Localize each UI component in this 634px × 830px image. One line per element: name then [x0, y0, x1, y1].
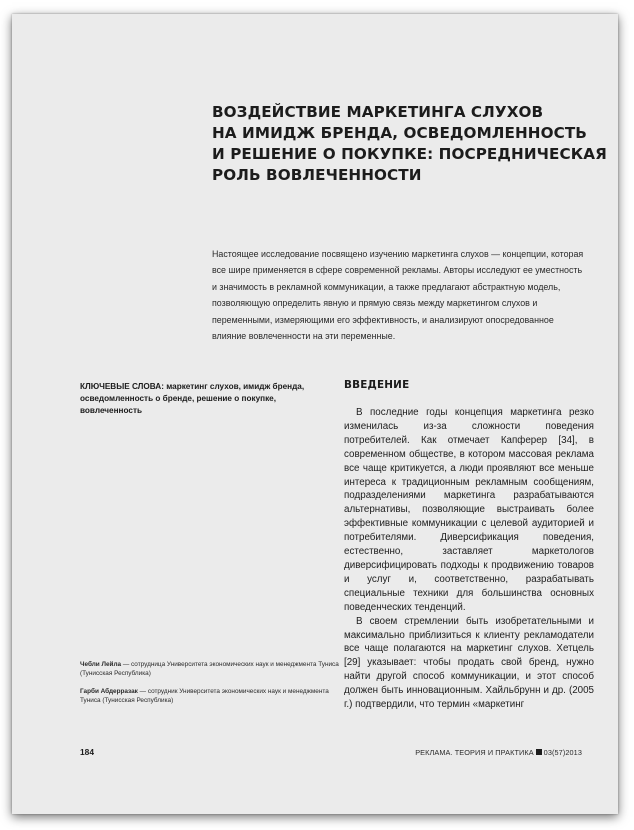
- journal-page: [12, 14, 618, 814]
- title-line: НА ИМИДЖ БРЕНДА, ОСВЕДОМЛЕННОСТЬ: [212, 124, 587, 142]
- journal-footer: [415, 748, 582, 757]
- title-line: ВОЗДЕЙСТВИЕ МАРКЕТИНГА СЛУХОВ: [212, 103, 544, 121]
- journal-name: РЕКЛАМА. ТЕОРИЯ И ПРАКТИКА: [415, 748, 534, 757]
- paragraph: В последние годы концепция маркетинга резко изменилась из-за сложности поведения потребителей. Как отмечает Капферер [34], в современном обществе, в котором массовая реклама все чаще критикуется, а люди проявляют все меньше интереса к традиционным рекламным сообщениям, подразделениями маркетинга разрабатываются альтернативы, позволяющие выстраивать более эффективные коммуникации с целевой аудиторией и потребителями. Диверсификация поведения, естественно, заставляет маркетологов диверсифицировать подходы к продвижению товаров и услуг и, соответственно, разрабатывать специальные техники для большинства основных поведенческих тенденций.: [344, 407, 594, 613]
- author-name: Гарби Абдерразак: [80, 688, 138, 695]
- title-line: И РЕШЕНИЕ О ПОКУПКЕ: ПОСРЕДНИЧЕСКАЯ: [212, 145, 607, 163]
- paragraph: В своем стремлении быть изобретательными и максимально приблизиться к клиенту рекламодатели все чаще полагаются на маркетинг слухов. Хетцель [29] указывает: чтобы продать свой бренд, нужно найти другой способ коммуникации, и этот способ должен быть инновационным. Хайльбрунн и др. (2005 г.) подтвердили, что термин «маркетинг: [344, 615, 594, 711]
- abstract: Настоящее исследование посвящено изучению маркетинга слухов — концепции, которая все шире применяется в сфере современной рекламы. Авторы исследуют ее уместность и значимость в рекламной коммуникации, а также предлагают абстрактную модель, позволяющую определить явную и прямую связь между маркетингом слухов и переменными, измеряющими его эффективность, и анализируют опосредованное влияние вовлеченности на эти переменные.: [212, 249, 584, 342]
- article-title: [212, 102, 607, 186]
- title-line: РОЛЬ ВОВЛЕЧЕННОСТИ: [212, 166, 422, 184]
- square-bullet-icon: [536, 749, 542, 755]
- introduction-text: [344, 406, 594, 712]
- author-note: [80, 660, 340, 679]
- author-affiliation: — сотрудница Университета экономических наук и менеджмента Туниса (Тунисская Республика): [80, 661, 339, 678]
- page-number: 184: [80, 747, 94, 757]
- keywords: КЛЮЧЕВЫЕ СЛОВА: маркетинг слухов, имидж бренда, осведомленность о бренде, решение о покупке, вовлеченность: [80, 382, 305, 415]
- journal-issue: 03(57)2013: [543, 748, 582, 757]
- author-affiliation: — сотрудник Университета экономических наук и менеджмента Туниса (Тунисская Республика): [80, 688, 329, 705]
- author-name: Чебли Лейла: [80, 661, 122, 668]
- section-heading-introduction: ВВЕДЕНИЕ: [344, 379, 410, 391]
- author-note: [80, 687, 340, 706]
